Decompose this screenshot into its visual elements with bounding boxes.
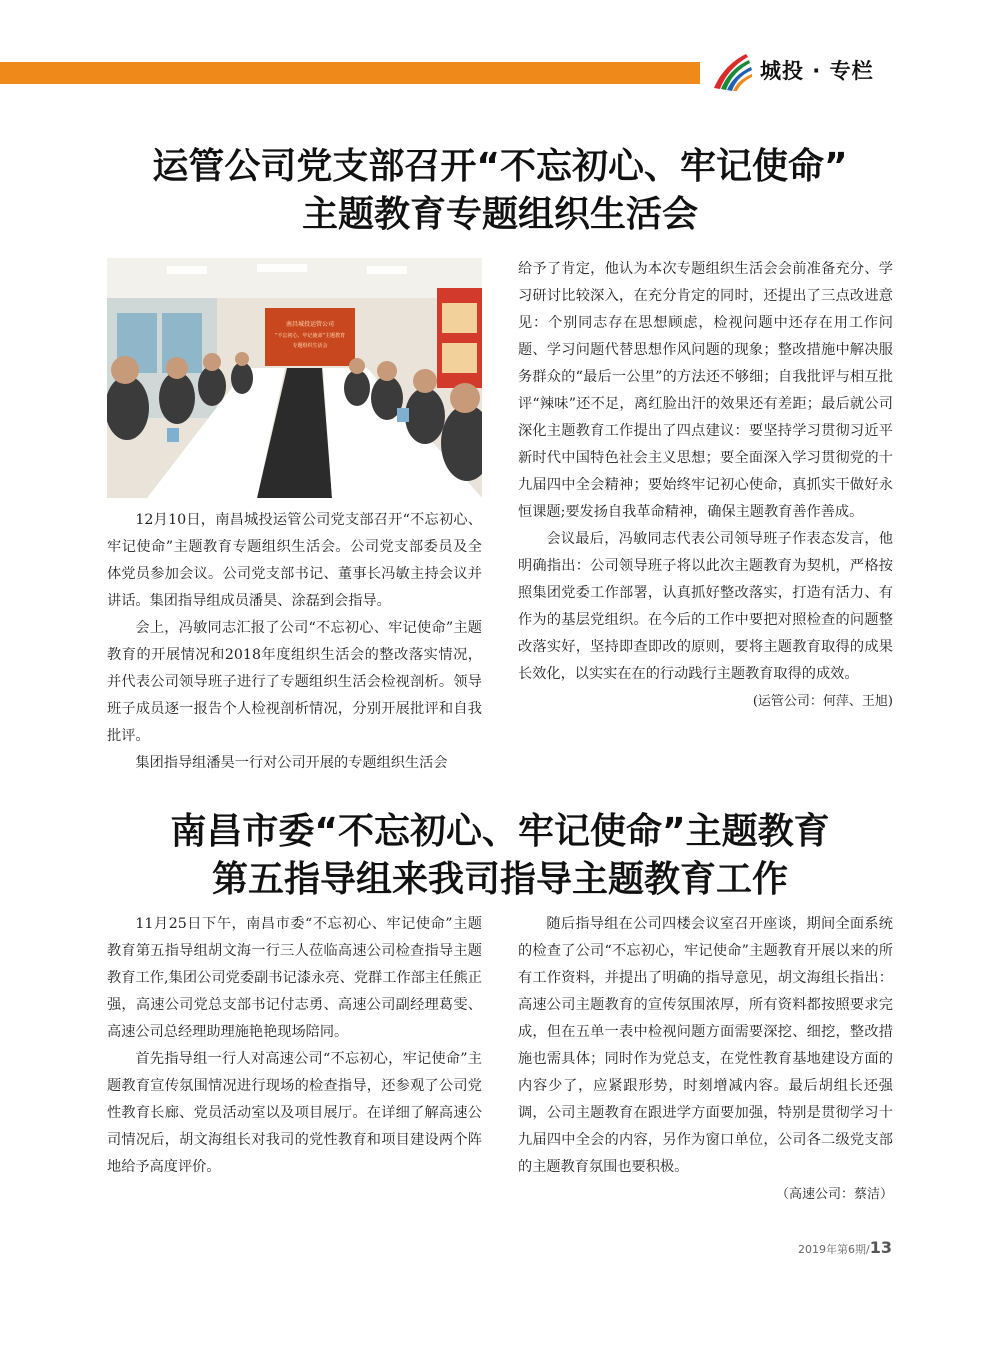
article2-title-line2: 第五指导组来我司指导主题教育工作	[211, 859, 788, 900]
brand-label: 城投 · 专栏	[760, 59, 874, 83]
article2-paragraph: 首先指导组一行人对高速公司“不忘初心，牢记使命”主题教育宣传氛围情况进行现场的检查指导，还参观了公司党性教育长廊、党员活动室以及项目展厅。在详细了解高速公司情况后，胡文海组长对我司的党性教育和项目建设两个阵地给予高度评价。	[107, 1051, 482, 1175]
page-number: 13	[869, 1238, 892, 1257]
article2-paragraph: 随后指导组在公司四楼会议室召开座谈，期间全面系统的检查了公司“不忘初心，牢记使命”主题教育开展以来的所有工作资料，并提出了明确的指导意见，胡文海组长指出：高速公司主题教育的宣传氛围浓厚，所有资料都按照要求完成，但在五单一表中检视问题方面需要深挖、细挖，整改措施也需具体；同时作为党总支，在党性教育基地建设方面的内容少了，应紧跟形势，时刻增减内容。最后胡组长还强调，公司主题教育在跟进学方面要加强，特别是贯彻学习十九届四中全会的内容，另作为窗口单位，公司各二级党支部的主题教育氛围也要积极。	[518, 916, 893, 1175]
article2-paragraph: 11月25日下午，南昌市委“不忘初心、牢记使命”主题教育第五指导组胡文海一行三人莅临高速公司检查指导主题教育工作,集团公司党委副书记漆永亮、党群工作部主任熊正强，高速公司党总支部书记付志勇、高速公司副经理葛雯、高速公司总经理助理施艳艳现场陪同。	[107, 916, 482, 1040]
article1-title-line1: 运管公司党支部召开“不忘初心、牢记使命”	[152, 146, 848, 187]
article1-paragraph: 12月10日，南昌城投运管公司党支部召开“不忘初心、牢记使命”主题教育专题组织生活会。公司党支部委员及全体党员参加会议。公司党支部书记、董事长冯敏主持会议并讲话。集团指导组成员潘昊、涂磊到会指导。	[107, 512, 482, 609]
article2-left-column	[107, 911, 482, 1181]
photo-screen-line1: 南昌城投运管公司	[285, 321, 335, 328]
article2-title-line1: 南昌市委“不忘初心、牢记使命”主题教育	[170, 811, 830, 852]
ribbon-logo-icon	[706, 48, 754, 92]
article1-paragraph: 给予了肯定，他认为本次专题组织生活会会前准备充分、学习研讨比较深入，在充分肯定的同时，还提出了三点改进意见：个别同志存在思想顾虑，检视问题中还存在用工作问题、学习问题代替思想作风问题的现象；整改措施中解决服务群众的“最后一公里”的方法还不够细；自我批评与相互批评“辣味”还不足，离红脸出汗的效果还有差距；最后就公司深化主题教育工作提出了四点建议：要坚持学习贯彻习近平新时代中国特色社会主义思想；要全面深入学习贯彻党的十九届四中全会精神；要始终牢记初心使命，真抓实干做好永恒课题;要发扬自我革命精神，确保主题教育善作善成。	[518, 261, 893, 520]
article1-paragraph: 会上，冯敏同志汇报了公司“不忘初心、牢记使命”主题教育的开展情况和2018年度组织生活会的整改落实情况，并代表公司领导班子进行了专题组织生活会检视剖析。领导班子成员逐一报告个人检视剖析情况，分别开展批评和自我批评。	[107, 620, 482, 744]
header-accent-bar	[0, 62, 700, 84]
meeting-photo	[107, 258, 482, 498]
article1-paragraph: 集团指导组潘昊一行对公司开展的专题组织生活会	[135, 755, 448, 771]
issue-label: 2019年第6期/	[798, 1243, 870, 1256]
article1-right-column	[518, 256, 893, 715]
article1-paragraph: 会议最后，冯敏同志代表公司领导班子作表态发言，他明确指出：公司领导班子将以此次主题教育为契机，严格按照集团党委工作部署，认真抓好整改落实，打造有活力、有作为的基层党组织。在今后的工作中要把对照检查的问题整改落实好，坚持即查即改的原则，要将主题教育取得的成果长效化，以实实在在的行动践行主题教育取得的成效。	[518, 531, 893, 682]
article2-credit: （高速公司：蔡洁）	[775, 1187, 893, 1202]
page-footer	[798, 1238, 892, 1257]
article2-right-column	[518, 911, 893, 1208]
photo-screen-line3: 专题组织生活会	[292, 343, 328, 349]
photo-screen-line2: “不忘初心、牢记使命”主题教育	[274, 333, 346, 339]
brand-header	[706, 48, 906, 92]
article1-credit: (运管公司：何萍、王旭)	[752, 694, 893, 709]
article1-left-column	[107, 507, 482, 777]
article1-title-line2: 主题教育专题组织生活会	[301, 194, 698, 235]
